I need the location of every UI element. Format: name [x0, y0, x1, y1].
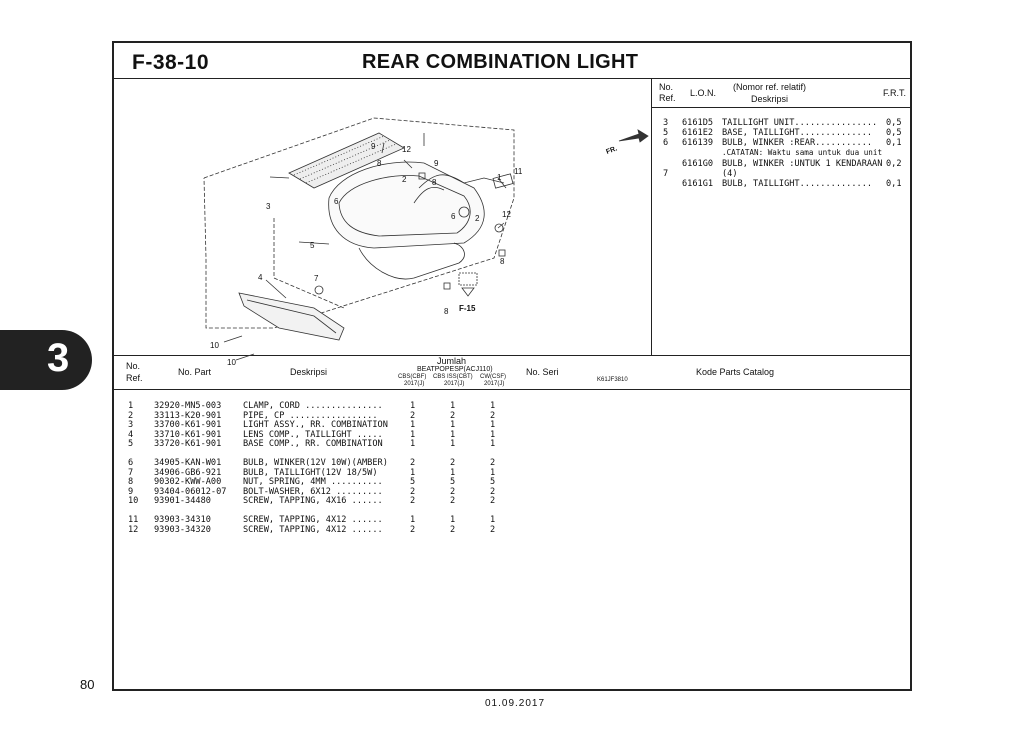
- frt-hdr-frt: F.R.T.: [883, 88, 907, 98]
- callout-label: 12: [502, 210, 511, 219]
- part-qty: 1: [450, 439, 456, 450]
- page-number: 80: [80, 677, 95, 692]
- frt-row-lon: 6161D5: [682, 118, 714, 128]
- parts-hdr-no: No.: [126, 361, 141, 371]
- frt-row: 6: [663, 138, 669, 148]
- frt-row-desc: BASE, TAILLIGHT..............: [722, 128, 873, 138]
- part-ref: 4: [128, 429, 134, 440]
- part-description: LIGHT ASSY., RR. COMBINATION: [243, 420, 388, 431]
- frt-row-desc: (4): [722, 169, 738, 179]
- part-number: 32920-MN5-003: [154, 401, 222, 411]
- fig-ref-label: F-15: [459, 304, 476, 313]
- part-qty: 1: [450, 515, 456, 525]
- callout-label: 8: [377, 159, 382, 168]
- parts-hdr-kode: Kode Parts Catalog: [696, 367, 775, 377]
- part-qty: 5: [410, 477, 416, 488]
- part-ref: 9: [128, 486, 134, 497]
- part-qty: 2: [490, 410, 496, 421]
- frt-row: 7: [663, 169, 669, 179]
- figure-code: F-38-10: [132, 51, 210, 74]
- part-qty: 1: [410, 439, 416, 450]
- part-qty: 1: [450, 401, 456, 411]
- divider: [651, 78, 652, 355]
- part-qty: 2: [410, 458, 416, 468]
- callout-label: 10: [210, 341, 219, 350]
- callout-label: 7: [314, 274, 319, 283]
- part-qty: 1: [410, 401, 416, 411]
- part-ref: 3: [128, 420, 134, 431]
- image-code: K61JF3810: [597, 377, 628, 383]
- frt-row: 5: [663, 128, 669, 138]
- parts-hdr-seri: No. Seri: [526, 367, 559, 377]
- part-qty: 1: [490, 439, 496, 450]
- frt-row-frt: 0,5: [886, 128, 902, 138]
- callout-label: 9: [371, 142, 376, 151]
- part-qty: 2: [410, 410, 416, 421]
- parts-hdr-sub: CBS(CBF): [398, 374, 427, 380]
- part-ref: 5: [128, 439, 134, 450]
- callout-label: 9: [434, 159, 439, 168]
- part-number: 90302-KWW-A00: [154, 477, 222, 488]
- frt-row-desc: TAILLIGHT UNIT................: [722, 118, 878, 128]
- frt-hdr-no: No.: [659, 82, 674, 92]
- part-qty: 1: [450, 420, 456, 431]
- frt-row-lon: 616139: [682, 138, 714, 148]
- parts-hdr-sub: CW(CSF): [480, 374, 506, 380]
- part-ref: 2: [128, 410, 134, 421]
- frt-row-lon: 6161G1: [682, 179, 714, 189]
- part-qty: 1: [490, 401, 496, 411]
- frt-row-frt: 0,1: [886, 138, 902, 148]
- parts-hdr-jumlah: Jumlah: [437, 356, 467, 366]
- callout-label: 3: [266, 202, 271, 211]
- part-qty: 2: [450, 496, 456, 507]
- divider: [114, 389, 910, 390]
- callout-label: 5: [310, 241, 315, 250]
- part-ref: 11: [128, 515, 139, 525]
- frt-row-desc: BULB, WINKER :REAR...........: [722, 138, 873, 148]
- part-ref: 12: [128, 524, 139, 535]
- frt-row: 3: [663, 118, 669, 128]
- part-number: 93903-34310: [154, 515, 211, 525]
- callout-label: 8: [500, 257, 505, 266]
- part-qty: 2: [450, 524, 456, 535]
- part-qty: 2: [450, 410, 456, 421]
- part-description: BULB, WINKER(12V 10W)(AMBER): [243, 458, 388, 468]
- frt-row-desc: BULB, WINKER :UNTUK 1 KENDARAAN: [722, 159, 883, 169]
- part-qty: 2: [410, 486, 416, 497]
- part-qty: 2: [490, 458, 496, 468]
- callout-label: 2: [475, 214, 480, 223]
- callout-label: 6: [334, 197, 339, 206]
- part-qty: 1: [490, 420, 496, 431]
- part-ref: 10: [128, 496, 139, 507]
- part-description: PIPE, CP .................: [243, 410, 378, 421]
- part-ref: 6: [128, 458, 134, 468]
- part-qty: 1: [450, 429, 456, 440]
- part-qty: 2: [410, 496, 416, 507]
- part-qty: 1: [410, 467, 416, 478]
- parts-hdr-part: No. Part: [178, 367, 212, 377]
- part-description: SCREW, TAPPING, 4X12 ......: [243, 515, 383, 525]
- part-description: NUT, SPRING, 4MM ..........: [243, 477, 383, 488]
- part-qty: 1: [450, 467, 456, 478]
- parts-hdr-year: 2017(J): [404, 381, 425, 387]
- part-qty: 5: [450, 477, 456, 488]
- parts-hdr-desc: Deskripsi: [290, 367, 328, 377]
- parts-hdr-model: BEATPOPESP(ACJ110): [417, 366, 493, 373]
- part-qty: 1: [410, 429, 416, 440]
- section-tab-number: 3: [47, 336, 70, 380]
- callout-label: 1: [497, 173, 502, 182]
- part-ref: 8: [128, 477, 134, 488]
- frt-row-frt: 0,1: [886, 179, 902, 189]
- part-description: LENS COMP., TAILLIGHT .....: [243, 429, 383, 440]
- part-qty: 1: [410, 420, 416, 431]
- part-qty: 1: [490, 429, 496, 440]
- divider: [114, 355, 910, 356]
- frt-hdr-ref: Ref.: [659, 93, 676, 103]
- frt-row-frt: 0,2: [886, 159, 902, 169]
- part-number: 33710-K61-901: [154, 429, 222, 440]
- part-ref: 1: [128, 401, 134, 411]
- part-qty: 2: [450, 458, 456, 468]
- frt-hdr-desc: Deskripsi: [751, 94, 789, 104]
- print-date: 01.09.2017: [485, 698, 546, 709]
- part-qty: 2: [410, 524, 416, 535]
- part-description: SCREW, TAPPING, 4X12 ......: [243, 524, 383, 535]
- figure-title: REAR COMBINATION LIGHT: [362, 51, 639, 73]
- frt-row-note: .CATATAN: Waktu sama untuk dua unit: [722, 148, 883, 157]
- part-number: 34906-GB6-921: [154, 467, 222, 478]
- frt-hdr-lon: L.O.N.: [690, 88, 717, 98]
- part-number: 33720-K61-901: [154, 439, 222, 450]
- part-ref: 7: [128, 467, 134, 478]
- callout-label: 8: [444, 307, 449, 316]
- part-qty: 5: [490, 477, 496, 488]
- part-qty: 2: [490, 524, 496, 535]
- section-tab: [0, 330, 92, 390]
- callout-label: 6: [451, 212, 456, 221]
- parts-hdr-sub: CBS ISS(CBT): [433, 374, 473, 380]
- frt-hdr-nomor: (Nomor ref. relatif): [733, 82, 807, 92]
- frt-row-lon: 6161E2: [682, 128, 714, 138]
- part-description: BASE COMP., RR. COMBINATION: [243, 439, 383, 450]
- divider: [651, 107, 910, 108]
- part-number: 93901-34480: [154, 496, 211, 507]
- part-description: BULB, TAILLIGHT(12V 18/5W): [243, 467, 378, 478]
- part-qty: 1: [410, 515, 416, 525]
- callout-label: 12: [402, 145, 411, 154]
- part-description: BOLT-WASHER, 6X12 .........: [243, 486, 383, 497]
- part-qty: 2: [450, 486, 456, 497]
- title-row: [114, 43, 910, 78]
- catalog-page-frame: [112, 41, 912, 691]
- callout-label: 2: [402, 175, 407, 184]
- frt-row-lon: 6161G0: [682, 159, 714, 169]
- parts-hdr-year: 2017(J): [484, 381, 505, 387]
- callout-label: 11: [514, 167, 523, 176]
- callout-label: 8: [432, 178, 437, 187]
- frt-row-frt: 0,5: [886, 118, 902, 128]
- part-number: 93903-34320: [154, 524, 211, 535]
- part-description: CLAMP, CORD ...............: [243, 401, 383, 411]
- callout-label: 10: [227, 358, 236, 367]
- front-label: FR.: [605, 145, 619, 156]
- part-number: 93404-06012-07: [154, 486, 227, 497]
- part-description: SCREW, TAPPING, 4X16 ......: [243, 496, 383, 507]
- part-number: 33113-K20-901: [154, 410, 222, 421]
- part-qty: 1: [490, 467, 496, 478]
- part-number: 34905-KAN-W01: [154, 458, 222, 468]
- part-qty: 2: [490, 496, 496, 507]
- callout-label: 4: [258, 273, 263, 282]
- part-qty: 2: [490, 486, 496, 497]
- part-qty: 1: [490, 515, 496, 525]
- part-number: 33700-K61-901: [154, 420, 222, 431]
- parts-hdr-ref: Ref.: [126, 373, 143, 383]
- frt-row-desc: BULB, TAILLIGHT..............: [722, 179, 873, 189]
- parts-hdr-year: 2017(J): [444, 381, 465, 387]
